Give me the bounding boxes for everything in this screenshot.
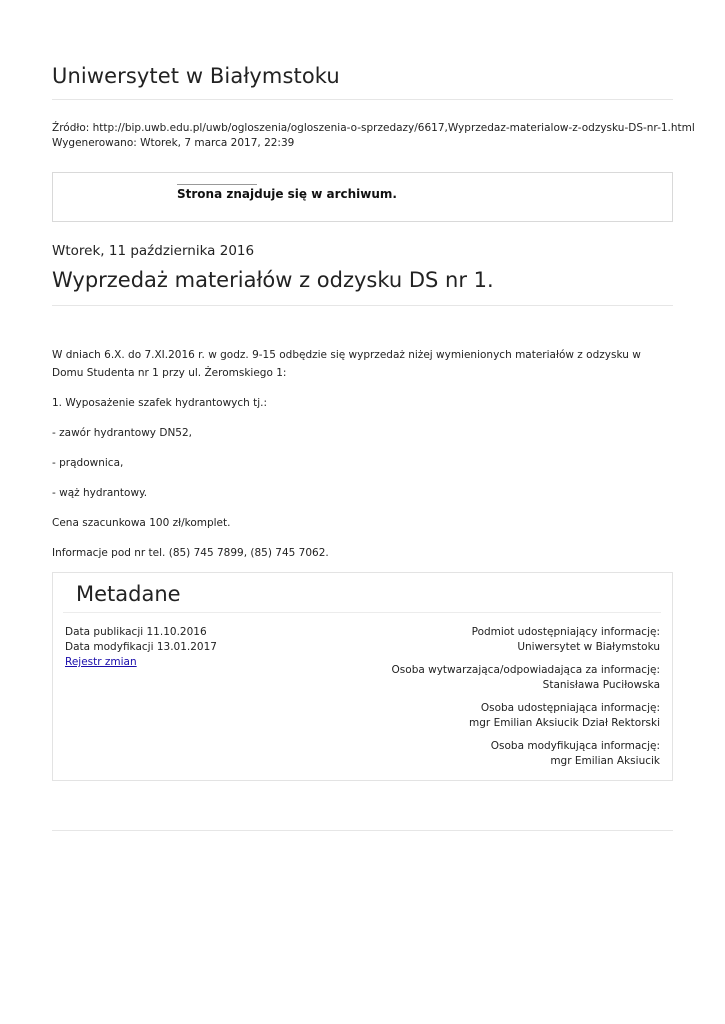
article-paragraph: - prądownica, bbox=[52, 457, 124, 469]
metadata-divider bbox=[63, 612, 661, 613]
modifier-info bbox=[392, 739, 660, 769]
site-title: Uniwersytet w Białymstoku bbox=[52, 64, 340, 88]
author-label: Osoba wytwarzająca/odpowiadająca za informację: bbox=[391, 664, 660, 676]
archive-notice-box bbox=[52, 172, 673, 222]
article-content bbox=[52, 346, 662, 574]
archive-notice: Strona znajduje się w archiwum. bbox=[177, 187, 397, 201]
article-paragraph: Cena szacunkowa 100 zł/komplet. bbox=[52, 517, 231, 529]
footer-divider bbox=[52, 830, 673, 831]
article-date: Wtorek, 11 października 2016 bbox=[52, 243, 255, 259]
author-value: Stanisława Puciłowska bbox=[542, 679, 660, 691]
generated-date: Wygenerowano: Wtorek, 7 marca 2017, 22:39 bbox=[52, 137, 295, 149]
title-divider bbox=[52, 305, 673, 306]
article-paragraph: - wąż hydrantowy. bbox=[52, 487, 148, 499]
author-info bbox=[392, 663, 660, 693]
article-paragraph: Informacje pod nr tel. (85) 745 7899, (85) 745 7062. bbox=[52, 547, 329, 559]
source-info bbox=[52, 121, 695, 151]
publication-date: Data publikacji 11.10.2016 bbox=[65, 626, 207, 638]
archive-divider bbox=[177, 184, 257, 185]
article-paragraph: W dniach 6.X. do 7.XI.2016 r. w godz. 9-15 odbędzie się wyprzedaż niżej wymienionych materiałów z odzysku w Domu Studenta nr 1 przy ul. Żeromskiego 1: bbox=[52, 349, 641, 379]
publisher-label: Podmiot udostępniający informację: bbox=[471, 626, 660, 638]
changes-register-link[interactable]: Rejestr zmian bbox=[65, 656, 137, 668]
metadata-responsibles bbox=[392, 625, 660, 777]
sharer-label: Osoba udostępniająca informację: bbox=[480, 702, 660, 714]
publisher-info bbox=[392, 625, 660, 655]
article-paragraph: 1. Wyposażenie szafek hydrantowych tj.: bbox=[52, 397, 268, 409]
modification-date: Data modyfikacji 13.01.2017 bbox=[65, 641, 217, 653]
sharer-info bbox=[392, 701, 660, 731]
header-divider bbox=[52, 99, 673, 100]
sharer-value: mgr Emilian Aksiucik Dział Rektorski bbox=[469, 717, 660, 729]
metadata-heading: Metadane bbox=[76, 582, 181, 606]
modifier-value: mgr Emilian Aksiucik bbox=[550, 755, 660, 767]
publisher-value: Uniwersytet w Białymstoku bbox=[517, 641, 660, 653]
article-paragraph: - zawór hydrantowy DN52, bbox=[52, 427, 192, 439]
article-title: Wyprzedaż materiałów z odzysku DS nr 1. bbox=[52, 268, 494, 292]
source-url: Źródło: http://bip.uwb.edu.pl/uwb/ogloszenia/ogloszenia-o-sprzedazy/6617,Wyprzedaz-materialow-z-odzysku-DS-nr-1.html bbox=[52, 122, 695, 134]
modifier-label: Osoba modyfikująca informację: bbox=[490, 740, 660, 752]
metadata-box bbox=[52, 572, 673, 781]
metadata-dates bbox=[65, 625, 217, 670]
